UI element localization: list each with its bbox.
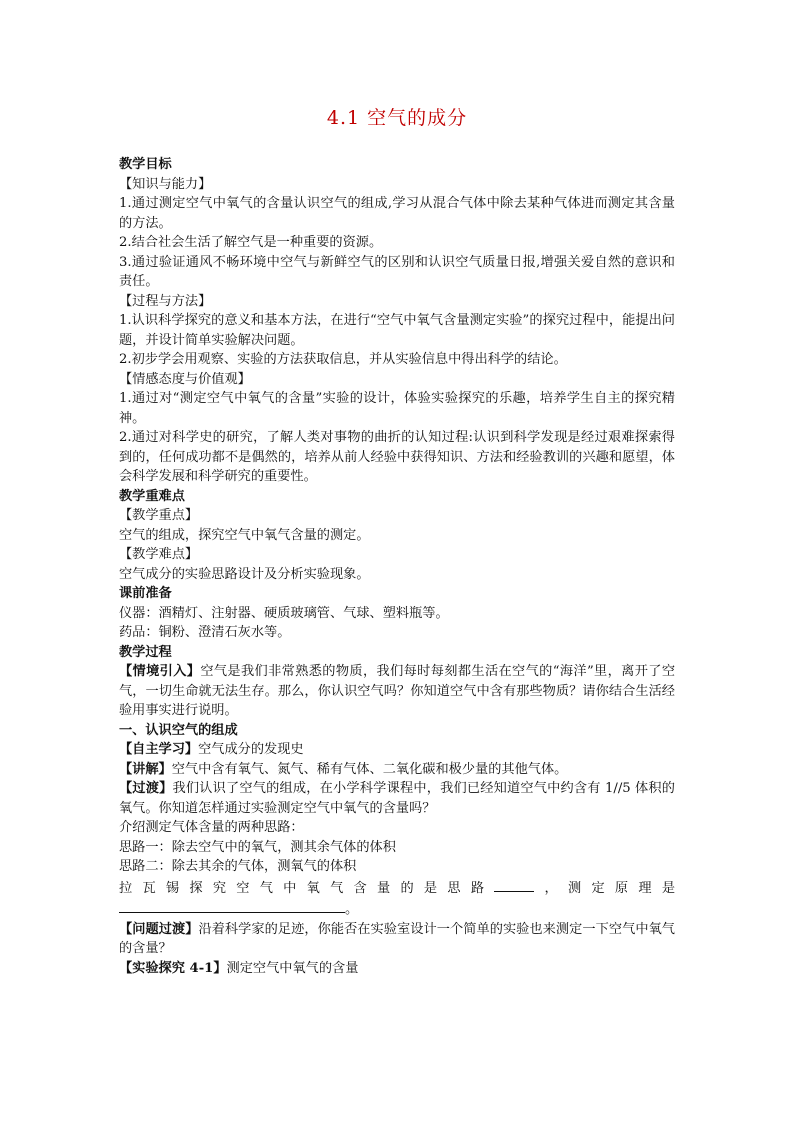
transition-label: 【过渡】 [119,781,173,796]
two-ideas-text: 介绍测定气体含量的两种思路： [119,820,304,835]
experiment-paragraph [119,959,675,979]
idea-1-text: 思路一：除去空气中的氧气，测其余气体的体积 [119,839,396,855]
knowledge-item-3: 3.通过验证通风不畅环境中空气与新鲜空气的区别和认识空气质量日报,增强关爱自然的意识和责任。 [119,254,675,289]
process-heading: 教学过程 [119,644,172,660]
lavoisier-text-c: 。 [345,902,359,917]
experiment-label: 【实验探究 4-1】 [119,960,227,976]
lavoisier-text-a: 拉瓦锡探究空气中氧气含量的是思路 [119,880,495,896]
prep-heading: 课前准备 [119,586,172,601]
intro-label: 【情境引入】 [119,664,201,679]
answer-blank-idea[interactable] [494,877,534,892]
lesson-content [119,155,675,978]
key-point-bracket: 【教学重点】 [119,508,199,523]
emotion-item-1: 1.通过对“测定空气中氧气的含量”实验的设计，体验实验探究的乐趣，培养学生自主的探究精神。 [119,391,675,426]
self-study-paragraph [119,740,675,760]
key-point-text: 空气的组成，探究空气中氧气含量的测定。 [119,527,370,543]
difficulty-text: 空气成分的实验思路设计及分析实验现象。 [119,566,370,582]
key-heading: 教学重难点 [119,488,185,504]
part1-heading: 一、认识空气的组成 [119,722,238,738]
process-item-2: 2.初步学会用观察、实验的方法获取信息，并从实验信息中得出科学的结论。 [119,352,567,367]
reagents-text: 药品：铜粉、澄清石灰水等。 [119,625,291,640]
answer-blank-principle[interactable] [119,898,345,913]
lavoisier-paragraph [119,877,675,920]
intro-paragraph [119,662,675,721]
goals-heading: 教学目标 [119,157,172,172]
page-title: 4.1 空气的成分 [326,107,468,129]
transition-text: 我们认识了空气的组成，在小学科学课程中，我们已经知道空气中约含有 1/​/5 体积的氧气。你知道怎样通过实验测定空气中氧气的含量吗？ [119,781,675,816]
explain-label: 【讲解】 [119,761,172,777]
process-item-1: 1.认识科学探究的意义和基本方法，在进行“空气中氧气含量测定实验”的探究过程中，能提出问题，并设计简单实验解决问题。 [119,313,675,348]
emotion-bracket: 【情感态度与价值观】 [119,371,251,387]
knowledge-item-2: 2.结合社会生活了解空气是一种重要的资源。 [119,235,383,250]
process-bracket: 【过程与方法】 [119,293,212,309]
emotion-item-2: 2.通过对科学史的研究，了解人类对事物的曲折的认知过程:认识到科学发现是经过艰难探索得到的，任何成功都不是偶然的，培养从前人经验中获得知识、方法和经验教训的兴趣和愿望，体会科学发展和科学研究的重要性。 [119,430,675,484]
explain-paragraph [119,760,675,780]
transition-paragraph [119,779,675,818]
idea-2-text: 思路二：除去其余的气体，测氧气的体积 [119,859,357,874]
self-study-text: 空气成分的发现史 [198,742,304,757]
question-label: 【问题过渡】 [119,921,199,937]
difficulty-bracket: 【教学难点】 [119,547,199,562]
knowledge-item-1: 1.通过测定空气中氧气的含量认识空气的组成,学习从混合气体中除去某种气体进而测定其含量的方法。 [119,196,675,231]
question-paragraph [119,920,675,959]
intro-text: 空气是我们非常熟悉的物质，我们每时每刻都生活在空气的“海洋”里，离开了空气，一切生命就无法生存。那么，你认识空气吗？你知道空气中含有那些物质？请你结合生活经验用事实进行说明。 [119,664,676,718]
instruments-text: 仪器：酒精灯、注射器、硬质玻璃管、气球、塑料瓶等。 [119,605,449,621]
lavoisier-text-b: ，测定原理是 [534,880,676,896]
self-study-label: 【自主学习】 [119,742,199,757]
experiment-text: 测定空气中氧气的含量 [226,960,359,976]
knowledge-bracket: 【知识与能力】 [119,176,212,192]
explain-text: 空气中含有氧气、氮气、稀有气体、二氧化碳和极少量的其他气体。 [171,761,568,777]
question-text: 沿着科学家的足迹，你能否在实验室设计一个简单的实验也来测定一下空气中氧气的含量？ [119,921,675,956]
